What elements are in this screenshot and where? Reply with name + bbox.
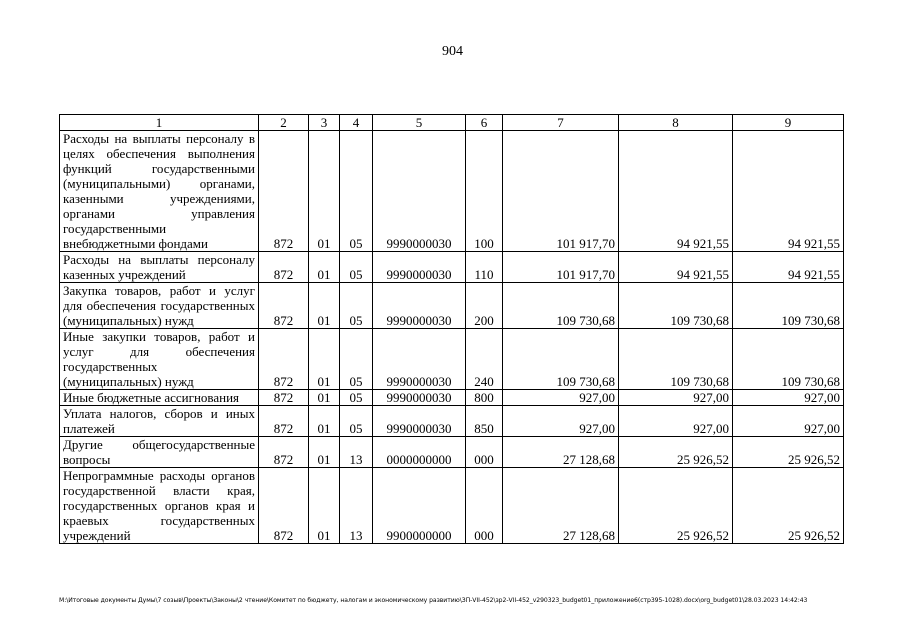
subsection-code: 05 bbox=[340, 131, 373, 252]
expense-name: Непрограммные расходы органов государственной власти края, государственных органов края и краевых государственных учреждений bbox=[60, 468, 259, 544]
subsection-code: 13 bbox=[340, 437, 373, 468]
amount-col-7: 101 917,70 bbox=[503, 131, 619, 252]
ministry-code: 872 bbox=[259, 390, 309, 406]
header-col-8: 8 bbox=[619, 115, 733, 131]
expense-type-code: 000 bbox=[466, 468, 503, 544]
header-col-9: 9 bbox=[733, 115, 844, 131]
amount-col-8: 109 730,68 bbox=[619, 329, 733, 390]
ministry-code: 872 bbox=[259, 468, 309, 544]
table-row bbox=[60, 329, 844, 390]
amount-col-9: 109 730,68 bbox=[733, 329, 844, 390]
expense-name: Закупка товаров, работ и услуг для обеспечения государственных (муниципальных) нужд bbox=[60, 283, 259, 329]
expense-type-code: 100 bbox=[466, 131, 503, 252]
amount-col-8: 109 730,68 bbox=[619, 283, 733, 329]
amount-col-7: 109 730,68 bbox=[503, 329, 619, 390]
amount-col-8: 25 926,52 bbox=[619, 437, 733, 468]
amount-col-9: 25 926,52 bbox=[733, 468, 844, 544]
ministry-code: 872 bbox=[259, 131, 309, 252]
expense-type-code: 200 bbox=[466, 283, 503, 329]
amount-col-7: 927,00 bbox=[503, 406, 619, 437]
expense-type-code: 800 bbox=[466, 390, 503, 406]
header-col-3: 3 bbox=[309, 115, 340, 131]
table-row bbox=[60, 283, 844, 329]
amount-col-8: 927,00 bbox=[619, 406, 733, 437]
target-article-code: 9990000030 bbox=[373, 329, 466, 390]
amount-col-7: 101 917,70 bbox=[503, 252, 619, 283]
subsection-code: 05 bbox=[340, 252, 373, 283]
amount-col-9: 94 921,55 bbox=[733, 131, 844, 252]
header-col-6: 6 bbox=[466, 115, 503, 131]
amount-col-9: 927,00 bbox=[733, 390, 844, 406]
table-row bbox=[60, 390, 844, 406]
section-code: 01 bbox=[309, 283, 340, 329]
amount-col-8: 94 921,55 bbox=[619, 252, 733, 283]
amount-col-9: 94 921,55 bbox=[733, 252, 844, 283]
expense-type-code: 110 bbox=[466, 252, 503, 283]
target-article-code: 9990000030 bbox=[373, 131, 466, 252]
section-code: 01 bbox=[309, 252, 340, 283]
target-article-code: 9990000030 bbox=[373, 283, 466, 329]
ministry-code: 872 bbox=[259, 283, 309, 329]
section-code: 01 bbox=[309, 131, 340, 252]
expense-type-code: 240 bbox=[466, 329, 503, 390]
expense-type-code: 000 bbox=[466, 437, 503, 468]
table-row bbox=[60, 437, 844, 468]
target-article-code: 9990000030 bbox=[373, 406, 466, 437]
target-article-code: 9900000000 bbox=[373, 468, 466, 544]
subsection-code: 05 bbox=[340, 283, 373, 329]
amount-col-7: 927,00 bbox=[503, 390, 619, 406]
subsection-code: 05 bbox=[340, 406, 373, 437]
header-col-4: 4 bbox=[340, 115, 373, 131]
amount-col-9: 25 926,52 bbox=[733, 437, 844, 468]
table-row bbox=[60, 131, 844, 252]
footer-file-path: M:\Итоговые документы Думы\7 созыв\Проекты\Законы\2 чтение\Комитет по бюджету, налогам и экономическому развитию\ЗП-VII-452\зр2-VII-452_v290323_budget01_приложение6(стр395-1028).docx\org_budget01\28.03.2023 14:42:43 bbox=[59, 597, 808, 604]
section-code: 01 bbox=[309, 390, 340, 406]
expense-type-code: 850 bbox=[466, 406, 503, 437]
section-code: 01 bbox=[309, 406, 340, 437]
target-article-code: 0000000000 bbox=[373, 437, 466, 468]
target-article-code: 9990000030 bbox=[373, 252, 466, 283]
expense-name: Иные закупки товаров, работ и услуг для обеспечения государственных (муниципальных) нужд bbox=[60, 329, 259, 390]
section-code: 01 bbox=[309, 437, 340, 468]
amount-col-8: 25 926,52 bbox=[619, 468, 733, 544]
amount-col-7: 27 128,68 bbox=[503, 468, 619, 544]
section-code: 01 bbox=[309, 329, 340, 390]
ministry-code: 872 bbox=[259, 437, 309, 468]
amount-col-8: 94 921,55 bbox=[619, 131, 733, 252]
expense-name: Иные бюджетные ассигнования bbox=[60, 390, 259, 406]
header-col-2: 2 bbox=[259, 115, 309, 131]
amount-col-9: 927,00 bbox=[733, 406, 844, 437]
table-row bbox=[60, 468, 844, 544]
amount-col-8: 927,00 bbox=[619, 390, 733, 406]
subsection-code: 05 bbox=[340, 390, 373, 406]
amount-col-7: 109 730,68 bbox=[503, 283, 619, 329]
section-code: 01 bbox=[309, 468, 340, 544]
amount-col-9: 109 730,68 bbox=[733, 283, 844, 329]
page-number: 904 bbox=[442, 44, 463, 59]
header-col-7: 7 bbox=[503, 115, 619, 131]
table-header bbox=[60, 115, 844, 131]
ministry-code: 872 bbox=[259, 329, 309, 390]
subsection-code: 13 bbox=[340, 468, 373, 544]
target-article-code: 9990000030 bbox=[373, 390, 466, 406]
ministry-code: 872 bbox=[259, 252, 309, 283]
table-row bbox=[60, 406, 844, 437]
table-body bbox=[60, 131, 844, 544]
subsection-code: 05 bbox=[340, 329, 373, 390]
header-col-5: 5 bbox=[373, 115, 466, 131]
header-row bbox=[60, 115, 844, 131]
table-row bbox=[60, 252, 844, 283]
expense-name: Уплата налогов, сборов и иных платежей bbox=[60, 406, 259, 437]
budget-table bbox=[59, 114, 844, 544]
ministry-code: 872 bbox=[259, 406, 309, 437]
header-col-1: 1 bbox=[60, 115, 259, 131]
amount-col-7: 27 128,68 bbox=[503, 437, 619, 468]
expense-name: Расходы на выплаты персоналу в целях обеспечения выполнения функций государственными (муниципальными) органами, казенными учреждениями, органами управления государственными внебюджетными фондами bbox=[60, 131, 259, 252]
expense-name: Другие общегосударственные вопросы bbox=[60, 437, 259, 468]
expense-name: Расходы на выплаты персоналу казенных учреждений bbox=[60, 252, 259, 283]
